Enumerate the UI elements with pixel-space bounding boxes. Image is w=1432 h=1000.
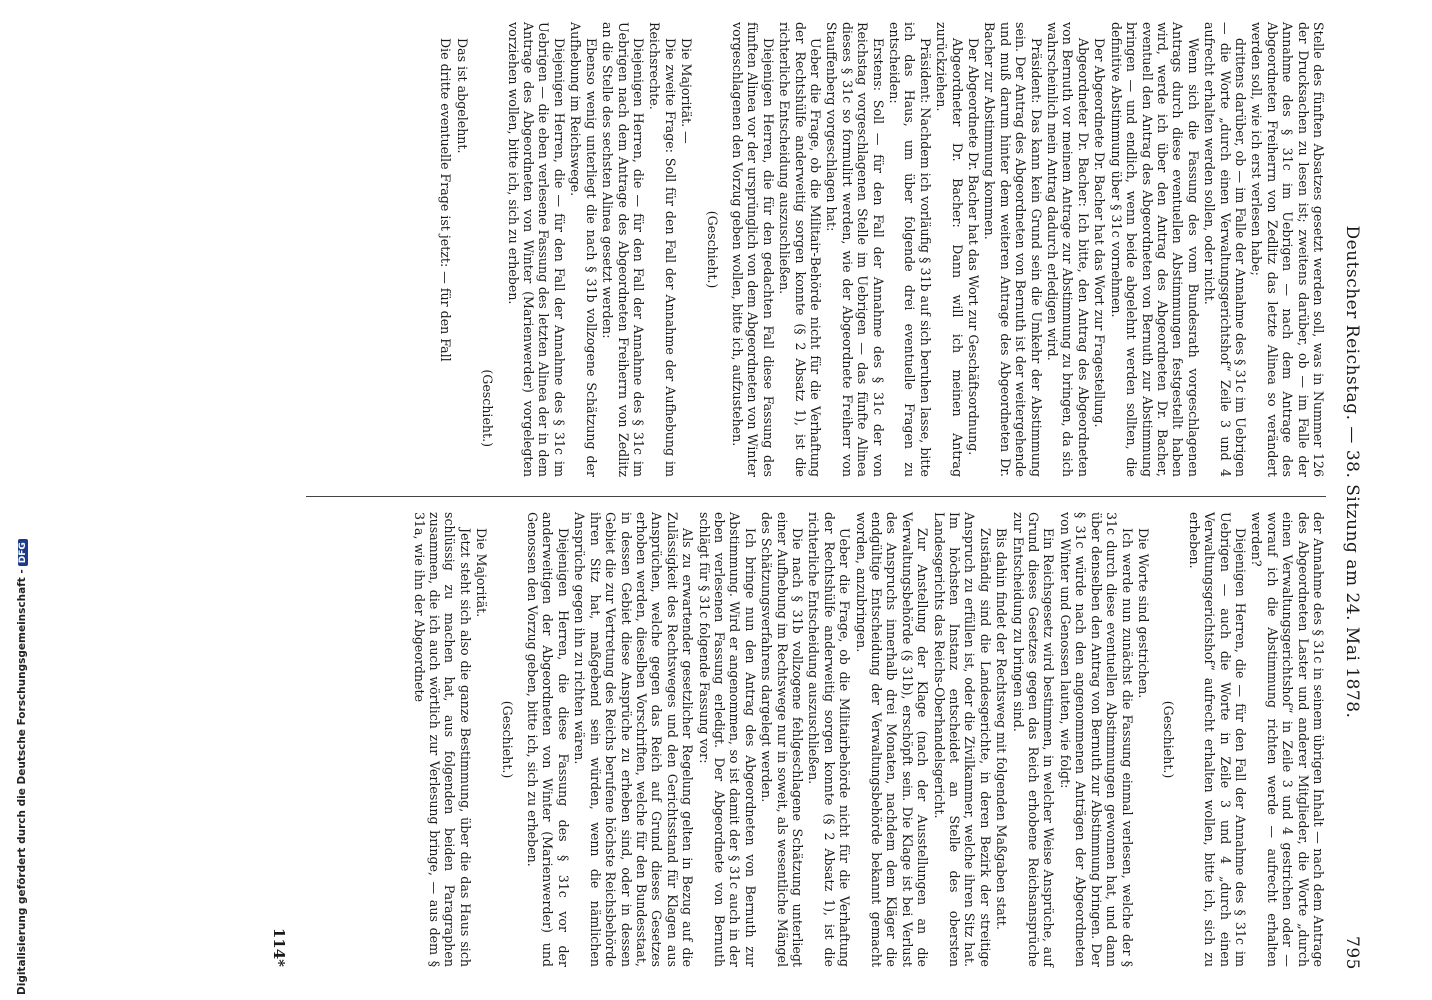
paragraph: Der Abgeordnete Dr. Bacher hat das Wort zur Fragestellung. <box>1092 38 1108 428</box>
paragraph: Die Majorität. <box>474 528 490 618</box>
paragraph: Der Abgeordnete Dr. Bacher hat das Wort zur Geschäftsordnung. <box>966 38 982 456</box>
page-title: Deutscher Reichstag. — 38. Sitzung am 24. Mai 1878. <box>1342 225 1362 719</box>
left-column <box>437 22 1326 477</box>
paragraph: Die Majorität. — <box>679 38 695 144</box>
paragraph: Die zweite Frage: Soll für den Fall der Annahme der Aufhebung im Reichsrechte. <box>647 22 678 477</box>
paragraph: Ich werde nun zunächst die Fassung einmal verlesen, welche der § 31c durch diese eventuellen Abstimmungen gewonnen hat, und dann über denselben den Antrag von Bernuth zur Abstimmung bringen. Der § 31c würde nach den angenommenen Anträgen der Abgeordneten von Winter und Genossen lauten, wie folgt: <box>1057 512 1135 967</box>
paragraph: der Annahme des § 31c in seinem übrigen Inhalt — nach dem Antrage des Abgeordneten Laster und anderer Mitglieder, die Worte „durch einen Verwaltungsgerichtshof“ in Zeile 3 und 4 gestrichen oder — worauf ich die Abstimmung richten werde — aufrecht erhalten werden? <box>1249 512 1326 967</box>
credit-text: Digitalisierung gefördert durch die Deutsche Forschungsgemeinschaft - <box>16 569 28 995</box>
paragraph: (Geschieht.) <box>704 210 720 289</box>
paragraph: Präsident: Nachdem ich vorläufig § 31b auf sich beruhen lasse, bitte ich das Haus, um über folgende drei eventuelle Fragen zu entscheiden: <box>887 22 933 477</box>
column-divider <box>306 496 1326 497</box>
paragraph: Als zu erwartender gesetzlicher Regelung gelten in Bezug auf die Zulässigkeit des Rechtsweges und den Gerichtsstand für Klagen aus Ansprüchen, welche gegen das Reich auf Grund dieses Gesetzes erhoben werden, dieselben Vorschriften, welche für den Bundesstaat, in dessen Gebiet diese Ansprüche zu erheben sind, oder in dessen Gebiet die zur Vertretung des Reichs berufene höchste Reichsbehörde ihren Sitz hat, maßgebend sein würden, wenn die nämlichen Ansprüche gegen ihn zu richten wären. <box>572 512 696 967</box>
paragraph: Jetzt steht sich also die ganze Bestimmung, über die das Haus sich schlüssig zu machen hat, aus folgenden beiden Paragraphen zusammen, die ich auch wörtlich zur Verlesung bringe, — aus dem § 31a, wie ihn der Abgeordnete <box>411 512 473 967</box>
paragraph: Erstens: Soll — für den Fall der Annahme des § 31c der von Reichstag vorgeschlagenen Stelle im Uebrigen — das fünfte Alinea dieses § 31c so formulirt werden, wie der Abgeordnete Freiherr von Stauffenberg vorgeschlagen hat: <box>824 22 886 477</box>
paragraph: Ueber die Frage, ob die Militair-Behörde nicht für die Verhaftung der Rechtshülfe anderweitig sorgen konnte (§ 2 Absatz 1), ist die richterliche Entscheidung auszuschließen. <box>777 22 823 477</box>
paragraph: Wenn sich die Fassung des vom Bundesrath vorgeschlagenen Antrags durch diese eventuellen Abstimmungen festgestellt haben wird, werde ich über den Antrag des Abgeordneten Dr. Bacher, eventuell den Antrag des Abgeordneten von Bernuth zur Abstimmung bringen — und endlich, wenn beide abgelehnt werden sollten, die definitive Abstimmung über § 31c vornehmen. <box>1108 22 1201 477</box>
paragraph: Präsident: Das kann kein Grund sein die Umkehr der Abstimmung sein. Der Antrag des Abgeordneten von Bernuth ist der weitergehende und muß darum hinter dem weiteren Antrage des Abgeordneten Dr. Bacher zur Abstimmung kommen. <box>982 22 1044 477</box>
paragraph: Stelle des fünften Absatzes gesetzt werden soll, was in Nummer 126 der Drucksachen zu lesen ist; zweitens darüber, ob — im Falle der Annahme des § 31c im Uebrigen — nach dem Antrage des Abgeordneten Freiherrn von Zedlitz das letzte Alinea so verändert werden soll, wie ich erst verlesen habe; <box>1249 22 1326 477</box>
paragraph: (Geschieht.) <box>480 369 496 447</box>
paragraph: (Geschieht.) <box>499 700 515 779</box>
page-number: 795 <box>1342 936 1362 970</box>
paragraph: Das ist abgelehnt. <box>454 38 470 154</box>
paragraph: Ueber die Frage, ob die Militairbehörde nicht für die Verhaftung der Rechtshülfe anderweitig sorgen konnte (§ 2 Absatz 1), ist die richterliche Entscheidung auszuschließen. <box>806 512 853 967</box>
paragraph: Die Worte sind gestrichen. <box>1135 528 1151 699</box>
paragraph: Bis dahin findet der Rechtsweg mit folgenden Maßgaben statt. <box>994 528 1010 930</box>
signature-mark: 114* <box>270 927 288 967</box>
paragraph: Diejenigen Herren, die — für den Fall der Annahme des § 31c im Uebrigen — die eben verlesene Fassung des letzten Alinea der in dem Antrage des Abgeordneten von Winter (Marienwerder) vorgelegten vorziehen wollen, bitte ich, sich zu erheben. <box>505 22 567 477</box>
right-column <box>410 512 1326 967</box>
paragraph: Die dritte eventuelle Frage ist jetzt: — für den Fall <box>438 38 454 362</box>
paragraph: Diejenigen Herren, die — für den Fall der Annahme des § 31c im Uebrigen nach dem Antrage des Abgeordneten Freiherrn von Zedlitz an die Stelle des sechsten Alinea gesetzt werden: <box>600 22 646 477</box>
paragraph: Die nach § 31b vollzogene fehlgeschlagene Schätzung unterliegt einer Aufhebung im Rechtswege nur in soweit, als wesentliche Mängel des Schätzungsverfahrens dargelegt werden. <box>759 512 805 967</box>
paragraph: Abgeordneter Dr. Bacher: Ich bitte, den Antrag des Abgeordneten von Bernuth vor meinem Antrage zur Abstimmung zu bringen, da sich wahrscheinlich mein Antrag dadurch erledigen wird. <box>1045 22 1091 477</box>
paragraph: Diejenigen Herren, die — für den Fall der Annahme des § 31c im Uebrigen — auch die Worte in Zeile 3 und 4 „durch einen Verwaltungsgerichtshof“ aufrecht erhalten wollen, bitte ich, sich zu erheben. <box>1186 512 1248 967</box>
paragraph: drittens darüber, ob — im Falle der Annahme des § 31c im Uebrigen — die Worte „durch einen Verwaltungsgerichtshof“ Zeile 3 und 4 aufrecht erhalten werden sollen, oder nicht. <box>1202 22 1248 477</box>
page-header <box>1336 22 1362 982</box>
dfg-logo: DFG <box>18 539 28 566</box>
paragraph: Ebenso wenig unterliegt die nach § 31b vollzogene Schätzung der Aufhebung im Reichswege. <box>568 22 599 477</box>
paragraph: Diejenigen Herren, die diese Fassung des § 31c vor der anderweitigen der Abgeordneten von Winter (Marienwerder) und Genossen den Vorzug geben, bitte ich, sich zu erheben. <box>525 512 571 967</box>
paragraph: Zur Anstellung der Klage (nach der Ausstellungen an die Verwaltungsbehörde (§ 31b), erschöpft sein. Die Klage ist bei Verlust des Anspruchs innerhalb drei Monaten, nachdem dem Kläger die endgültige Entscheidung der Verwaltungsbehörde bekannt gemacht worden, anzubringen. <box>853 512 931 967</box>
paragraph: (Geschieht.) <box>1161 700 1177 779</box>
paragraph: Ich bringe nun den Antrag des Abgeordneten von Bernuth zur Abstimmung. Wird er angenommen, so ist damit der § 31c auch in der eben verlesenen Fassung erledigt. Der Abgeordnete von Bernuth schlägt für § 31c folgende Fassung vor: <box>696 512 758 967</box>
paragraph: Diejenigen Herren, die für den gedachten Fall diese Fassung des fünften Alinea vor der ursprünglich von dem Abgeordneten von Winter vorgeschlagenen den Vorzug geben wollen, bitte ich, aufzustehen. <box>729 22 776 477</box>
paragraph: Ein Reichsgesetz wird bestimmen, in welcher Weise Ansprüche, auf Grund dieses Gesetzes gegen das Reich erhobene Reichsansprüche zur Entscheidung zu bringen sind. <box>1010 512 1057 967</box>
paragraph: Abgeordneter Dr. Bacher: Dann will ich meinen Antrag zurückziehen. <box>934 22 965 477</box>
paragraph: Zuständig sind die Landesgerichte, in deren Bezirk der streitige Anspruch zu erfüllen ist, oder die Zivilkammer, welche ihren Sitz hat. Im höchsten Instanz entscheidet an Stelle des obersten Landesgerichts das Reichs-Oberhandelsgericht. <box>931 512 993 967</box>
